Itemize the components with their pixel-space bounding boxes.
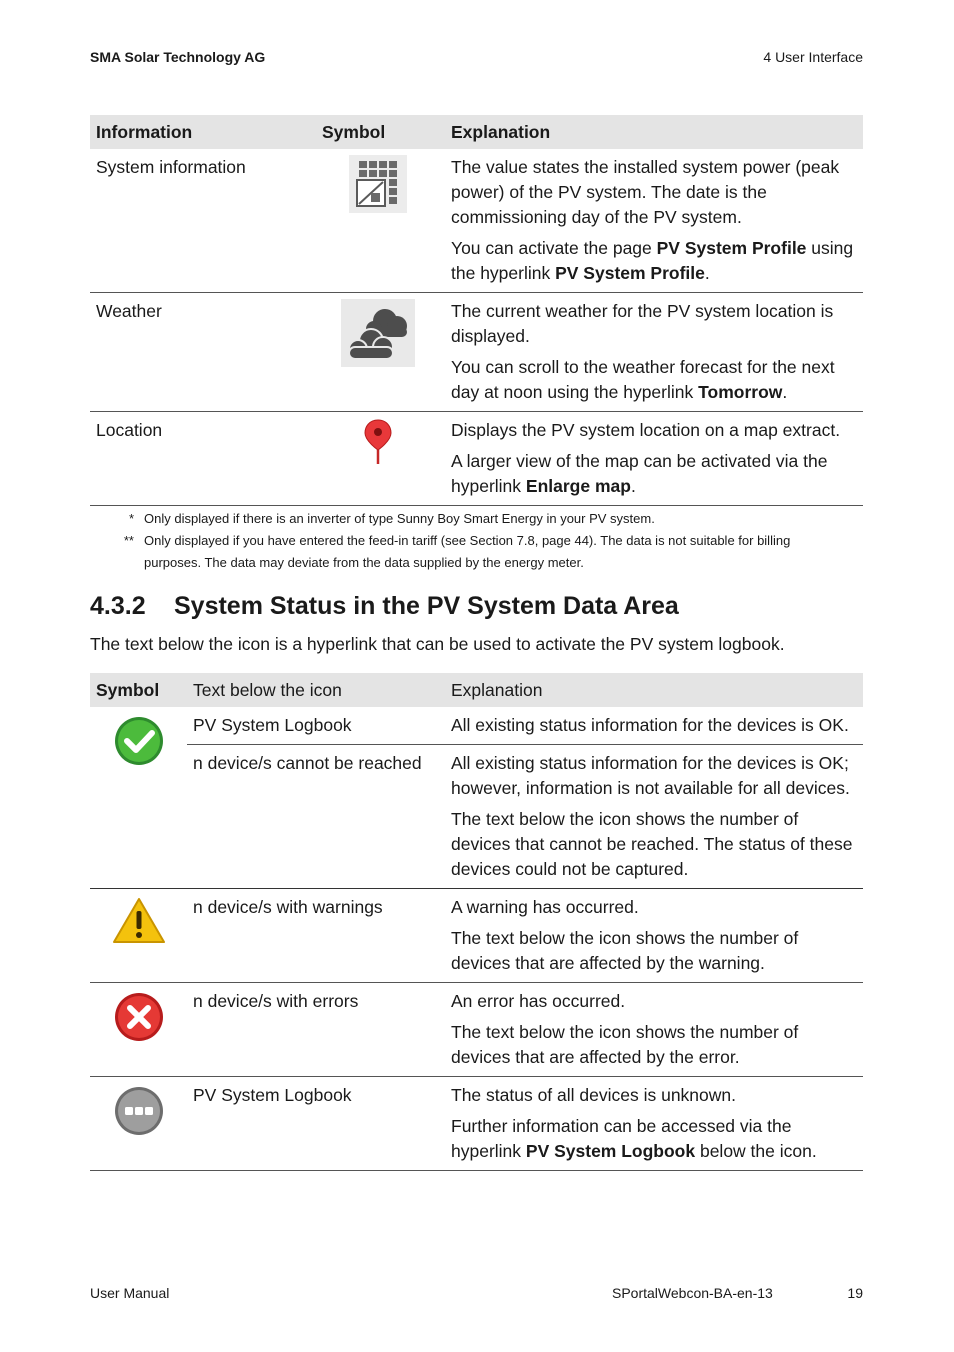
- col-header-symbol: Symbol: [90, 673, 187, 707]
- explanation-text: The text below the icon shows the number of devices that are affected by the error.: [451, 1022, 799, 1067]
- footnote-mark: *: [128, 511, 134, 526]
- footnotes: [108, 508, 848, 574]
- row-label: System information: [90, 149, 316, 293]
- table-row: [90, 745, 863, 889]
- pv-system-profile-link: PV System Profile: [656, 238, 807, 258]
- explanation-cell: All existing status information for the devices is OK.: [445, 707, 863, 745]
- warning-triangle-icon: [96, 897, 181, 945]
- explanation-text: You can scroll to the weather forecast for the next day at noon using the hyperlink Tomorrow.: [451, 357, 835, 402]
- explanation-cell: [445, 889, 863, 983]
- pv-system-profile-link: PV System Profile: [555, 263, 705, 283]
- status-table: [90, 673, 863, 1171]
- explanation-cell: [445, 983, 863, 1077]
- explanation-text: The value states the installed system power (peak power) of the PV system. The date is the commissioning day of the PV system.: [451, 157, 840, 227]
- symbol-cell: [90, 983, 187, 1077]
- row-label: Weather: [90, 293, 316, 412]
- tomorrow-link: Tomorrow: [698, 382, 783, 402]
- table-row: [90, 412, 863, 506]
- table-row: [90, 983, 863, 1077]
- footer-manual-label: User Manual: [90, 1285, 170, 1301]
- symbol-cell: [316, 412, 445, 506]
- table-row: [90, 293, 863, 412]
- map-pin-icon: [316, 418, 439, 466]
- explanation-text: An error has occurred.: [451, 991, 626, 1011]
- explanation-cell: [445, 745, 863, 889]
- table-header-row: [90, 115, 863, 149]
- table-header-row: [90, 673, 863, 707]
- symbol-cell: [90, 889, 187, 983]
- running-header-section: 4 User Interface: [763, 49, 863, 65]
- explanation-cell: [445, 412, 863, 506]
- icon-text-cell: n device/s with warnings: [187, 889, 445, 983]
- explanation-text: The text below the icon shows the number of devices that cannot be reached. The status of these devices could not be captured.: [451, 809, 853, 879]
- icon-text-cell: n device/s with errors: [187, 983, 445, 1077]
- section-title: System Status in the PV System Data Area: [174, 592, 679, 620]
- section-heading: [90, 592, 679, 621]
- col-header-text-below-icon: Text below the icon: [187, 673, 445, 707]
- symbol-cell: [316, 293, 445, 412]
- footnote-mark: **: [123, 533, 134, 548]
- explanation-text: A larger view of the map can be activated via the hyperlink Enlarge map.: [451, 451, 828, 496]
- explanation-text: The text below the icon shows the number of devices that are affected by the warning.: [451, 928, 799, 973]
- information-table: [90, 115, 863, 506]
- symbol-cell: [90, 1077, 187, 1171]
- running-header-company: SMA Solar Technology AG: [90, 49, 266, 65]
- footnote: [108, 508, 848, 530]
- explanation-text: All existing status information for the devices is OK; however, information is not available for all devices.: [451, 753, 850, 798]
- table-row: [90, 1077, 863, 1171]
- icon-text-cell: n device/s cannot be reached: [187, 745, 445, 889]
- unknown-status-icon: [96, 1085, 181, 1137]
- explanation-text: Displays the PV system location on a map extract.: [451, 420, 841, 440]
- footer-page-number: 19: [847, 1285, 863, 1301]
- explanation-text: The current weather for the PV system location is displayed.: [451, 301, 834, 346]
- pv-system-logbook-link: PV System Logbook: [525, 1141, 696, 1161]
- explanation-cell: [445, 293, 863, 412]
- col-header-explanation: Explanation: [445, 673, 863, 707]
- footnote-text: Only displayed if there is an inverter of type Sunny Boy Smart Energy in your PV system.: [144, 511, 655, 526]
- symbol-cell: [90, 707, 187, 889]
- col-header-symbol: Symbol: [316, 115, 445, 149]
- enlarge-map-link: Enlarge map: [525, 476, 631, 496]
- footnote-text: Only displayed if you have entered the feed-in tariff (see Section 7.8, page 44). The data is not suitable for billing purposes. The data may deviate from the data supplied by the energy meter.: [144, 533, 791, 570]
- system-info-icon: [316, 155, 439, 213]
- footnote: [108, 530, 848, 574]
- explanation-text: You can activate the page PV System Profile using the hyperlink PV System Profile.: [451, 238, 854, 283]
- error-cross-icon: [96, 991, 181, 1043]
- section-number: 4.3.2: [90, 592, 146, 620]
- icon-text-cell: PV System Logbook: [187, 1077, 445, 1171]
- icon-text-cell: PV System Logbook: [187, 707, 445, 745]
- table-row: [90, 149, 863, 293]
- col-header-information: Information: [90, 115, 316, 149]
- ok-checkmark-icon: [96, 715, 181, 767]
- explanation-text: Further information can be accessed via the hyperlink PV System Logbook below the icon.: [451, 1116, 817, 1161]
- weather-cloud-icon: [316, 299, 439, 367]
- footer-document-id: SPortalWebcon-BA-en-13: [612, 1285, 773, 1301]
- table-row: [90, 889, 863, 983]
- section-intro: The text below the icon is a hyperlink that can be used to activate the PV system logbook.: [90, 634, 785, 654]
- symbol-cell: [316, 149, 445, 293]
- explanation-text: The status of all devices is unknown.: [451, 1085, 737, 1105]
- explanation-cell: [445, 149, 863, 293]
- col-header-explanation: Explanation: [445, 115, 863, 149]
- explanation-text: A warning has occurred.: [451, 897, 639, 917]
- table-row: [90, 707, 863, 745]
- row-label: Location: [90, 412, 316, 506]
- explanation-cell: [445, 1077, 863, 1171]
